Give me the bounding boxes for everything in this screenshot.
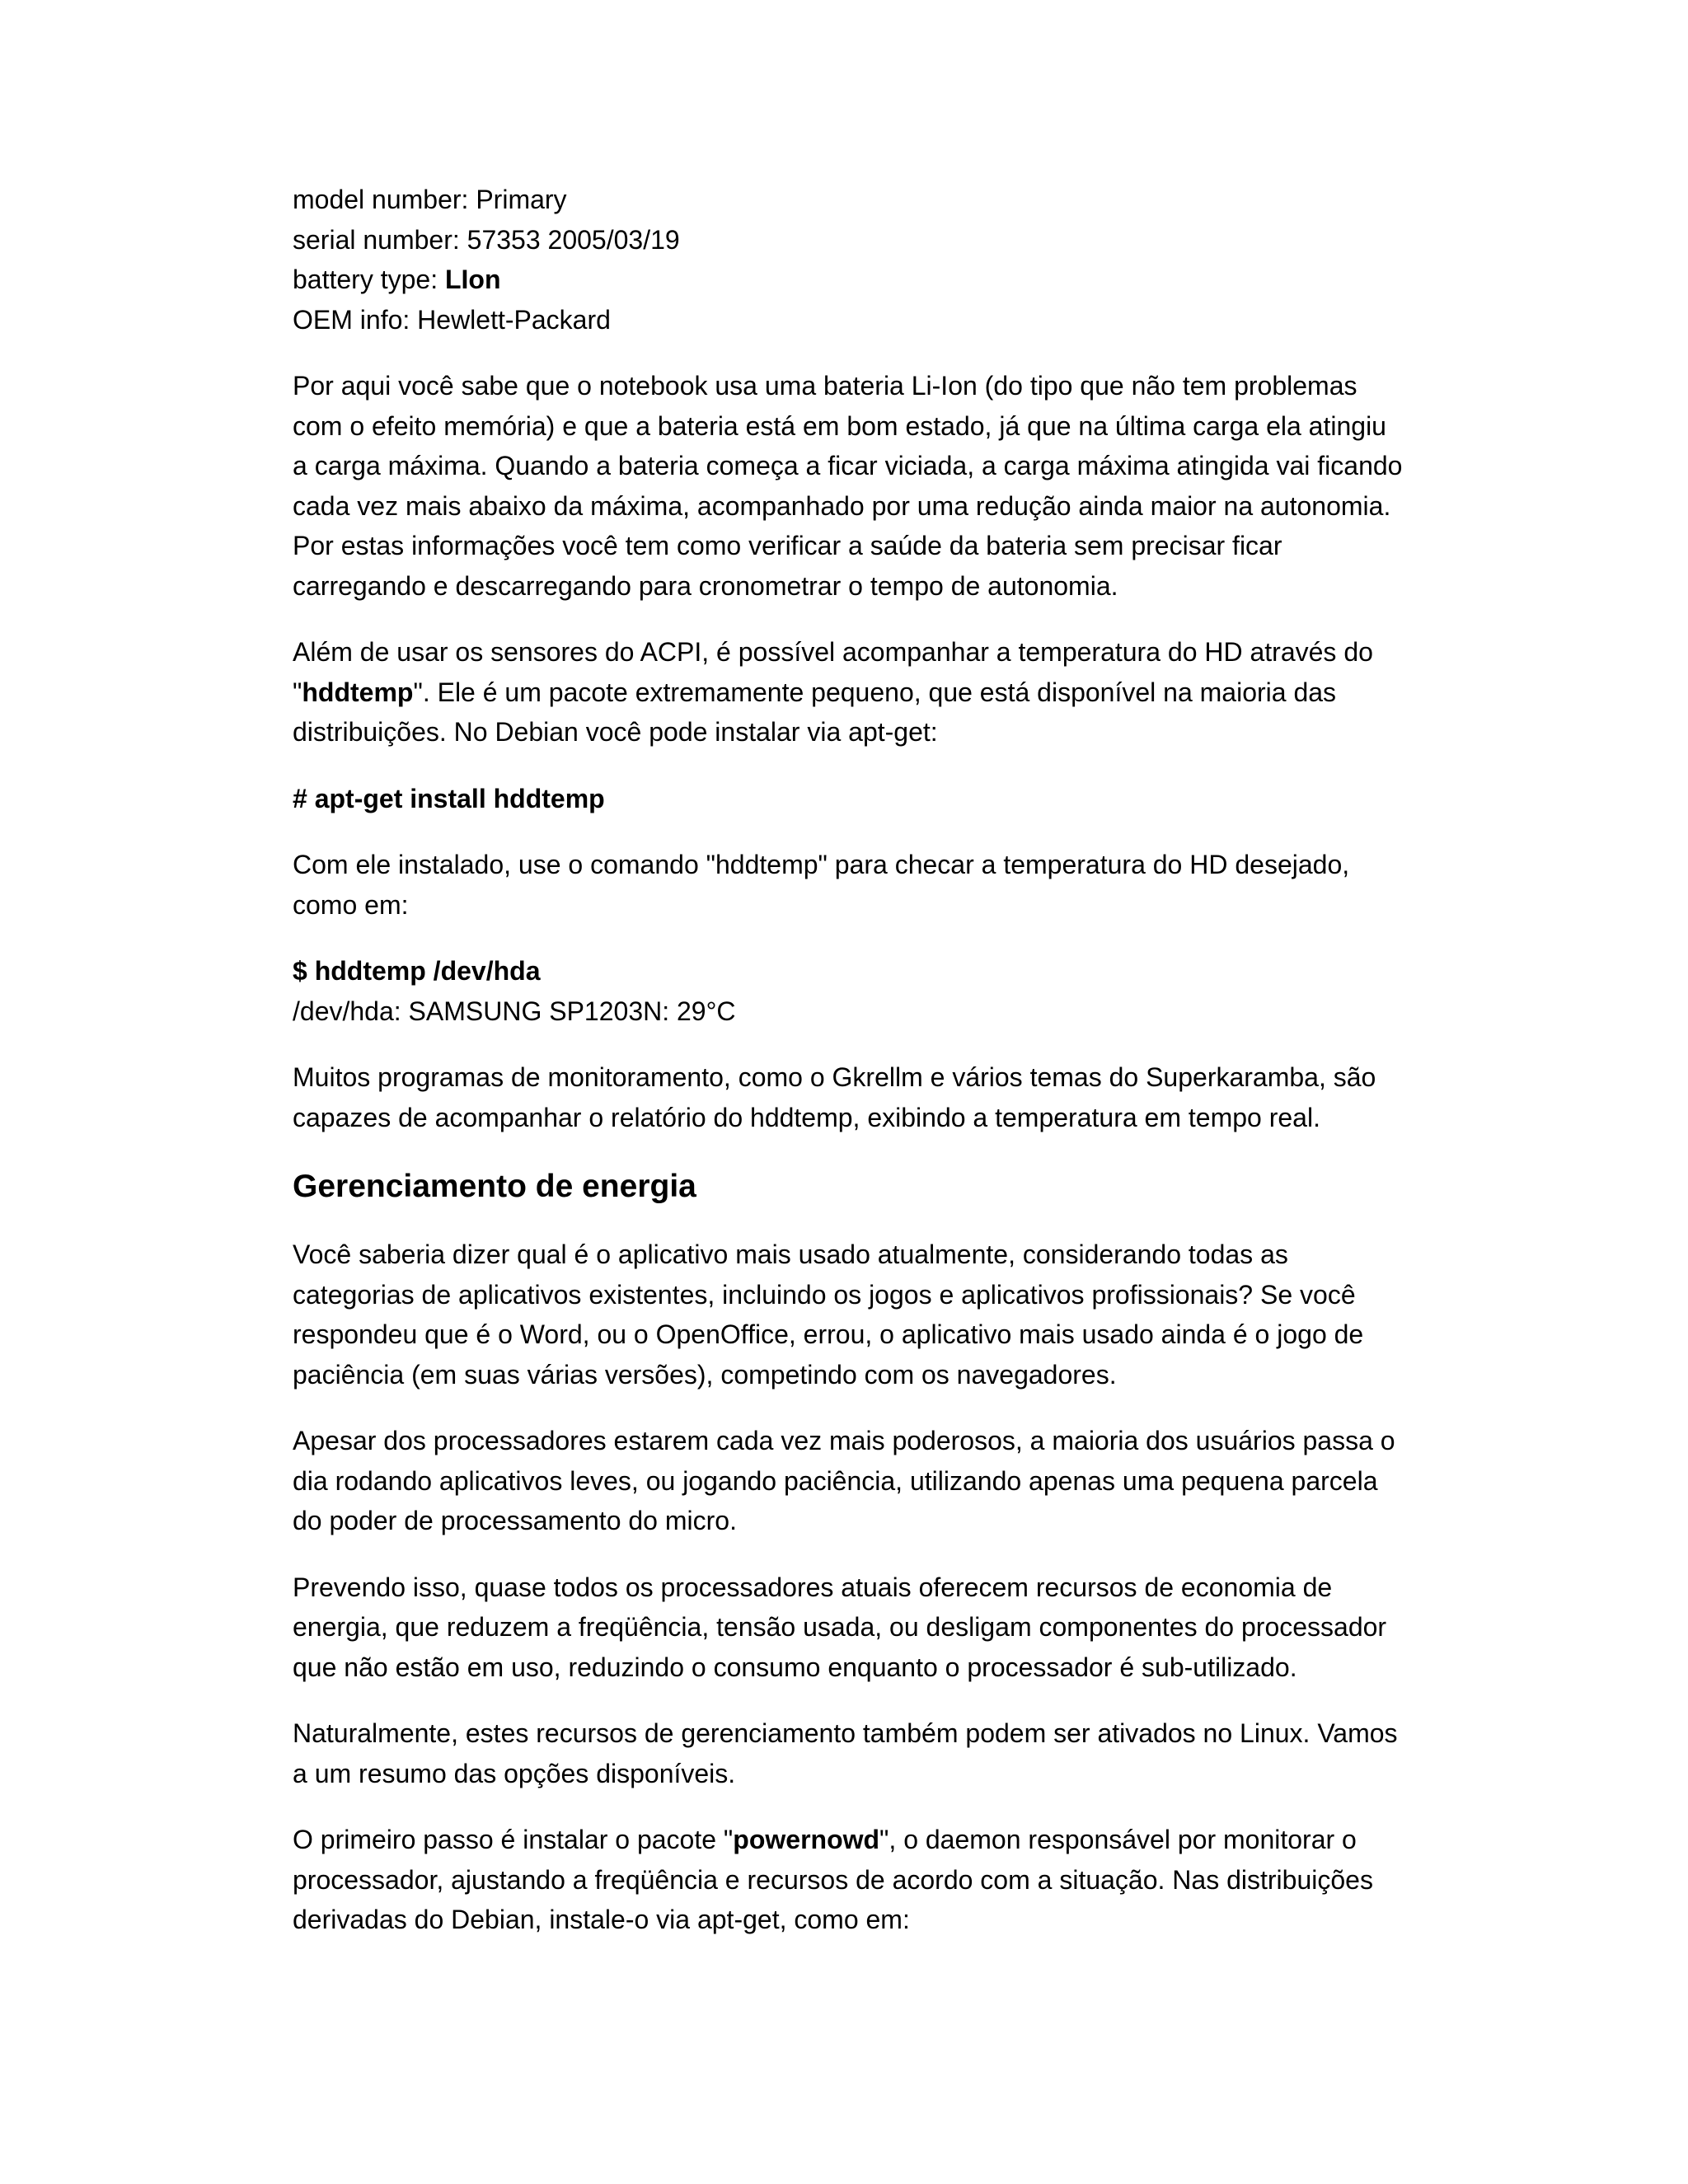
paragraph-line-pre: O primeiro passo é instalar o pacote " [293, 1825, 734, 1854]
paragraph-line: Por aqui você sabe que o notebook usa uma bateria Li-Ion (do tipo que não tem problemas [293, 371, 1357, 401]
command-install-block [293, 779, 1397, 819]
paragraph-most-used-app [293, 1235, 1397, 1394]
paragraph-line: respondeu que é o Word, ou o OpenOffice, errou, o aplicativo mais usado ainda é o jogo de [293, 1319, 1364, 1349]
paragraph-line: que não estão em uso, reduzindo o consumo enquanto o processador é sub-utilizado. [293, 1652, 1297, 1682]
paragraph-line: Apesar dos processadores estarem cada vez mais poderosos, a maioria dos usuários passa o [293, 1426, 1395, 1455]
paragraph-line: carregando e descarregando para cronometrar o tempo de autonomia. [293, 570, 1118, 601]
paragraph-line: energia, que reduzem a freqüência, tensão usada, ou desligam componentes do processador [293, 1612, 1387, 1642]
hddtemp-term: hddtemp [302, 677, 414, 707]
section-heading: Gerenciamento de energia [293, 1169, 696, 1204]
paragraph-line: Naturalmente, estes recursos de gerenciamento também podem ser ativados no Linux. Vamos [293, 1718, 1398, 1748]
paragraph-line: do poder de processamento do micro. [293, 1506, 737, 1535]
battery-type-value: LIon [444, 265, 501, 294]
paragraph-line: processador, ajustando a freqüência e recursos de acordo com a situação. Nas distribuições [293, 1864, 1373, 1895]
paragraph-power-saving [293, 1568, 1397, 1688]
document-page [293, 180, 1403, 1966]
paragraph-line: capazes de acompanhar o relatório do hddtemp, exibindo a temperatura em tempo real. [293, 1102, 1320, 1132]
paragraph-line: como em: [293, 889, 409, 920]
paragraph-hddtemp-usage [293, 845, 1397, 925]
paragraph-line-rest: ". Ele é um pacote extremamente pequeno, que está disponível na maioria das [413, 677, 1337, 707]
paragraph-monitoring-programs [293, 1057, 1397, 1137]
paragraph-line: Muitos programas de monitoramento, como o Gkrellm e vários temas do Superkaramba, são [293, 1062, 1376, 1092]
paragraph-line: derivadas do Debian, instale-o via apt-get, como em: [293, 1905, 910, 1934]
paragraph-line: dia rodando aplicativos leves, ou jogando paciência, utilizando apenas uma pequena parcela [293, 1465, 1378, 1496]
battery-type-label: battery type: [293, 265, 445, 294]
paragraph-line: cada vez mais abaixo da máxima, acompanhado por uma redução ainda maior na autonomia. [293, 490, 1391, 521]
battery-info-block [293, 180, 1397, 340]
paragraph-line: distribuições. No Debian você pode instalar via apt-get: [293, 717, 938, 747]
paragraph-linux-power [293, 1713, 1397, 1793]
paragraph-line: paciência (em suas várias versões), competindo com os navegadores. [293, 1359, 1117, 1390]
paragraph-powernowd [293, 1820, 1397, 1940]
paragraph-line: categorias de aplicativos existentes, incluindo os jogos e aplicativos profissionais? Se você [293, 1279, 1356, 1310]
paragraph-line: com o efeito memória) e que a bateria está em bom estado, já que na última carga ela atingiu [293, 410, 1386, 441]
paragraph-line [293, 1820, 1397, 1860]
paragraph-line: Além de usar os sensores do ACPI, é possível acompanhar a temperatura do HD através do [293, 637, 1373, 667]
powernowd-term: powernowd [733, 1825, 880, 1854]
model-number-line: model number: Primary [293, 185, 567, 214]
paragraph-battery-health [293, 366, 1403, 606]
paragraph-hddtemp-intro [293, 632, 1397, 752]
quote-mark: " [293, 677, 302, 707]
command-install: # apt-get install hddtemp [293, 783, 605, 813]
paragraph-line [293, 673, 1397, 713]
paragraph-line: a um resumo das opções disponíveis. [293, 1758, 736, 1788]
paragraph-line: a carga máxima. Quando a bateria começa a ficar viciada, a carga máxima atingida vai ficando [293, 451, 1403, 480]
paragraph-processor-usage [293, 1421, 1397, 1541]
paragraph-line: Você saberia dizer qual é o aplicativo mais usado atualmente, considerando todas as [293, 1240, 1288, 1269]
command-hddtemp: $ hddtemp /dev/hda [293, 956, 541, 986]
command-output: /dev/hda: SAMSUNG SP1203N: 29°C [293, 996, 736, 1026]
battery-type-line [293, 260, 1397, 300]
paragraph-line: Por estas informações você tem como verificar a saúde da bateria sem precisar ficar [293, 531, 1282, 560]
paragraph-line: Com ele instalado, use o comando "hddtemp" para checar a temperatura do HD desejado, [293, 850, 1350, 879]
serial-number-line: serial number: 57353 2005/03/19 [293, 224, 680, 255]
paragraph-line-post: ", o daemon responsável por monitorar o [879, 1825, 1357, 1854]
paragraph-line: Prevendo isso, quase todos os processadores atuais oferecem recursos de economia de [293, 1572, 1333, 1602]
oem-info-line: OEM info: Hewlett-Packard [293, 304, 611, 335]
command-hddtemp-block [293, 951, 1397, 1031]
